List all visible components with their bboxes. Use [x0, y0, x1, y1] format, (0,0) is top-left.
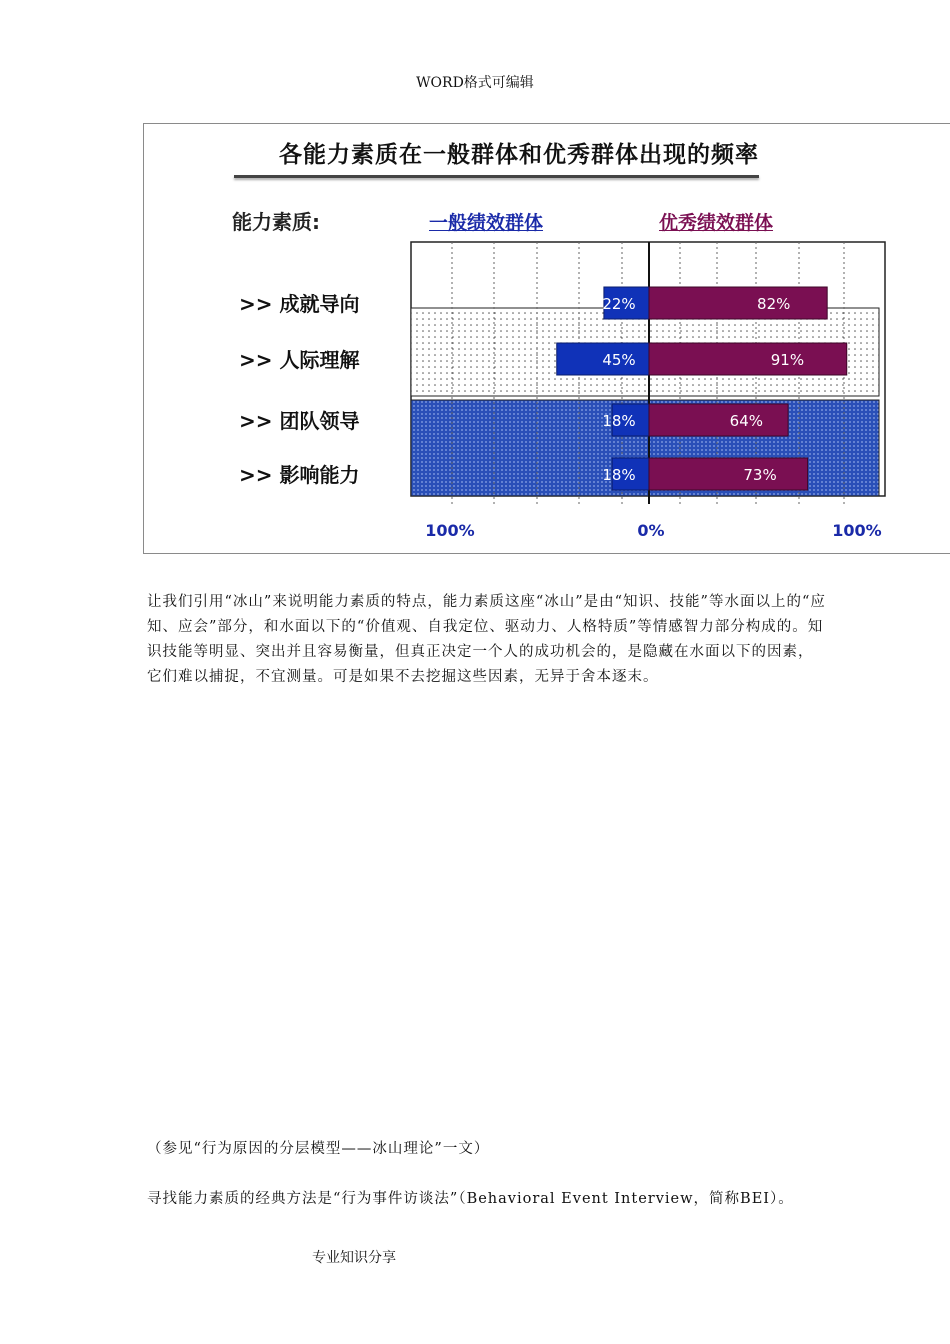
category-label: >> 团队领导	[239, 409, 360, 433]
body-paragraph-2: 寻找能力素质的经典方法是“行为事件访谈法”（Behavioral Event Interview，简称BEI）。	[147, 1191, 794, 1207]
chart-title: 各能力素质在一般群体和优秀群体出现的频率	[279, 142, 759, 168]
x-tick-labels	[425, 521, 881, 540]
data-label-general: 45%	[602, 351, 636, 369]
page-footer: 专业知识分享	[312, 1250, 396, 1266]
data-label-general: 18%	[602, 412, 636, 430]
bar-excellent	[649, 458, 808, 490]
data-label-general: 18%	[602, 466, 636, 484]
x-tick-label: 100%	[832, 521, 882, 540]
data-label-excellent: 64%	[729, 412, 764, 430]
ability-label: 能力素质:	[232, 210, 320, 234]
data-label-excellent: 82%	[757, 295, 791, 313]
legend-excellent: 优秀绩效群体	[659, 212, 774, 234]
data-label-excellent: 91%	[770, 351, 805, 369]
bar-excellent	[649, 404, 788, 436]
body-paragraph-1: 让我们引用“冰山”来说明能力素质的特点，能力素质这座“冰山”是由“知识、技能”等水面以上的“应知、应会”部分，和水面以下的“价值观、自我定位、驱动力、人格特质”等情感智力部分构成的。知识技能等明显、突出并且容易衡量，但真正决定一个人的成功机会的，是隐藏在水面以下的因素，它们难以捕捉，不宜测量。可是如果不去挖掘这些因素，无异于舍本逐末。	[147, 594, 826, 685]
page-header: WORD格式可编辑	[416, 75, 534, 91]
x-tick-label: 0%	[637, 521, 665, 540]
category-labels	[239, 292, 360, 487]
category-label: >> 成就导向	[239, 292, 360, 316]
chart-plot	[144, 124, 950, 554]
chart-figure	[143, 123, 950, 554]
reference-note: （参见“行为原因的分层模型——冰山理论”一文）	[147, 1141, 490, 1157]
category-label: >> 影响能力	[239, 463, 360, 487]
x-tick-label: 100%	[425, 521, 475, 540]
data-label-general: 22%	[602, 295, 636, 313]
bar-excellent	[649, 287, 827, 319]
legend-general: 一般绩效群体	[429, 212, 544, 234]
category-label: >> 人际理解	[239, 348, 360, 372]
data-label-excellent: 73%	[743, 466, 777, 484]
bar-excellent	[649, 343, 847, 375]
